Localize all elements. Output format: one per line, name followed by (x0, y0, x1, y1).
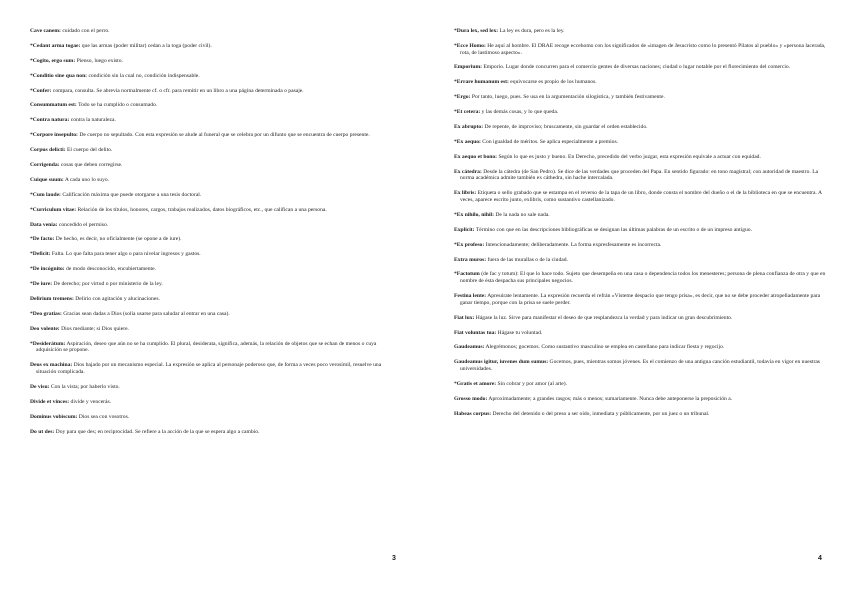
entry-definition: Alegrémonos; gocemos. Como sustantivo masculino se emplea en castellano para indicar fiesta y regocijo. (484, 344, 725, 351)
glossary-entry (454, 359, 830, 372)
entry-term: Ex libris: (454, 190, 477, 197)
right-page (424, 0, 848, 599)
glossary-entry (30, 341, 398, 354)
entry-definition: Emporio. Lugar donde concurren para el comercio gentes de diversas naciones; ciudad o lugar notable por el florecimiento del comercio. (481, 64, 791, 71)
entry-term: *De facto: (30, 236, 55, 243)
glossary-entry (30, 384, 398, 391)
glossary-entry (454, 124, 830, 131)
glossary-entry (30, 326, 398, 333)
left-page-entries (30, 28, 398, 443)
right-page-entries (454, 28, 830, 426)
entry-definition: De repente, de improviso; bruscamente, sin guardar el orden establecido. (483, 124, 648, 131)
glossary-entry (454, 109, 830, 116)
entry-term: *Curriculum vitae: (30, 206, 77, 213)
entry-definition: Aproximadamente; a grandes rasgos; más o menos; sumariamente. Nunca debe anteponerse la preposición a. (487, 395, 733, 402)
entry-term: Deo volente: (30, 325, 60, 332)
entry-definition: Delirio con agitación y alucinaciones. (73, 296, 160, 303)
entry-definition: A cada uno lo suyo. (63, 176, 110, 183)
entry-term: Ex abrupto: (454, 124, 484, 131)
entry-term: Gaudeamus: (454, 344, 485, 351)
glossary-entry (30, 102, 398, 109)
entry-definition: Con igualdad de méritos. Se aplica especialmente a premios. (480, 138, 619, 145)
entry-term: *Ex profeso: (454, 241, 485, 248)
entry-term: Data venia: (30, 221, 58, 228)
entry-term: *Conditio sine qua non: (30, 72, 88, 79)
entry-definition: (de fac y totum): El que lo hace todo. Sujeto que desempeña en una casa o dependencia todos los menesteres; persona de plena confianza de otra y que en nombre de ésta despacha sus principales negocios. (460, 271, 826, 285)
glossary-entry (454, 169, 830, 182)
entry-term: Emporium: (454, 64, 482, 71)
entry-term: Cuique suum: (30, 176, 64, 183)
glossary-entry (30, 429, 398, 436)
glossary-entry (30, 414, 398, 421)
entry-definition: Término con que en las descripciones bibliográficas se designan las últimas palabras de un escrito o de un impreso antiguo. (474, 226, 753, 233)
glossary-entry (454, 94, 830, 101)
entry-term: Festina lente: (454, 293, 487, 300)
entry-term: *Cedant arma togae: (30, 42, 81, 49)
glossary-entry (454, 315, 830, 322)
entry-definition: condición sin la cual no, condición indispensable. (87, 72, 200, 79)
glossary-entry (30, 236, 398, 243)
entry-term: Grosso modo: (454, 395, 488, 402)
glossary-entry (454, 28, 830, 35)
glossary-entry (454, 381, 830, 388)
entry-definition: que las armas (poder militar) cedan a la toga (poder civil). (80, 42, 212, 49)
glossary-entry (30, 362, 398, 375)
entry-term: Dominus vobiscum: (30, 413, 78, 420)
entry-term: Consummatum est: (30, 102, 77, 109)
glossary-entry (30, 132, 398, 139)
entry-definition: Relación de los títulos, honores, cargos, trabajos realizados, datos biográficos, etc., que califican a una persona. (76, 206, 327, 213)
entry-term: Delirium tremens: (30, 296, 74, 303)
glossary-entry (454, 64, 830, 71)
entry-definition: Desde la cátedra (de San Pedro). Se dice de las verdades que proceden del Papa. En sentido figurado: en tono magistral; con autoridad de maestro. La norma académica admite también ex cáthedra, sin hache intercalada. (460, 168, 819, 182)
entry-term: Deus ex machina: (30, 362, 73, 369)
entry-definition: Doy para que des; en reciprocidad. Se refiere a la acción de la que se espera algo a cambio. (54, 428, 260, 435)
entry-term: *Et cetera: (454, 109, 481, 116)
glossary-entry (30, 117, 398, 124)
glossary-entry (30, 58, 398, 65)
entry-term: Gaudeamus igitur, iuvenes dum sumus: (454, 359, 549, 366)
entry-definition: Según lo que es justo y bueno. En Derecho, precedido del verbo juzgar, esta expresión equivale a actuar con equidad. (497, 153, 761, 160)
glossary-entry (30, 73, 398, 80)
entry-definition: He aquí al hombre. El DRAE recoge eccehomo con los significados de «imagen de Jesucristo como lo presentó Pilatos al pueblo» y «persona lacerada, rota, de lastimoso aspecto». (460, 42, 826, 56)
entry-definition: equivocarse es propio de los humanos. (508, 79, 597, 86)
glossary-entry (30, 192, 398, 199)
entry-term: Cave canem: (30, 28, 61, 34)
entry-definition: De cuerpo no sepultado. Con esta expresión se alude al funeral que se celebra por un difunto que se encuentra de cuerpo presente. (77, 132, 370, 139)
entry-definition: De hecho, es decir, no oficialmente (se opone a de iure). (54, 236, 182, 243)
glossary-entry (454, 271, 830, 284)
entry-definition: La ley es dura, pero es la ley. (498, 28, 565, 34)
entry-definition: Hágase la luz. Sirve para manifestar el deseo de que resplandezca la verdad y para indicar un gran descubrimiento. (474, 314, 733, 321)
entry-term: *Cogito, ergo sum: (30, 57, 76, 64)
entry-definition: Aspiración, deseo que aún no se ha cumplido. El plural, desiderata, significa, además, la relación de objetos que se echan de menos o cuya adquisición se propone. (36, 340, 377, 354)
entry-definition: Gocemos, pues, mientras somos jóvenes. Es el comienzo de una antigua canción estudiantil, todavía en vigor en nuestras universidades. (460, 359, 820, 373)
glossary-entry (454, 139, 830, 146)
glossary-entry (454, 227, 830, 234)
entry-term: Fiat voluntas tua: (454, 329, 497, 336)
entry-definition: Intencionadamente; deliberadamente. La forma expresfesamente es incorrecta. (484, 241, 662, 248)
entry-term: *Dura lex, sed lex: (454, 28, 499, 34)
glossary-entry (30, 177, 398, 184)
left-page-number: 3 (392, 555, 396, 562)
glossary-entry (454, 411, 830, 418)
entry-term: *Ergo: (454, 94, 471, 101)
entry-term: Explicit: (454, 226, 475, 233)
entry-definition: Hágase tu voluntad. (496, 329, 543, 336)
glossary-entry (454, 257, 830, 264)
entry-term: Do ut des: (30, 428, 55, 435)
entry-definition: y las demás cosas, y lo que queda. (480, 109, 559, 116)
entry-term: Divide et vinces: (30, 398, 70, 405)
glossary-entry (454, 79, 830, 86)
glossary-entry (30, 147, 398, 154)
entry-definition: Etiqueta o sello grabado que se estampa en el reverso de la tapa de un libro, donde consta el nombre del dueño o el de la biblioteca en que se encuentra. A veces, aparece escrito junto, exlibris, como sustantivo castellanizado. (460, 190, 822, 204)
entry-definition: Derecho del detenido o del preso a ser oído, inmediata y públicamente, por un juez o un tribunal. (491, 410, 710, 417)
entry-definition: Dios bajado por un mecanismo especial. La expresión se aplica al personaje poderoso que, de forma a veces poco verosímil, resuelve una situación complicada. (36, 362, 382, 375)
entry-definition: compara, consulta. Se abrevia normalmente cf. o cfr. para remitir en un libro a una página determinada o pasaje. (51, 87, 304, 94)
entry-term: *Ecce Homo: (454, 42, 486, 49)
glossary-entry (30, 281, 398, 288)
glossary-entry (30, 162, 398, 169)
entry-term: *Ex aequo: (454, 138, 481, 145)
glossary-entry (454, 212, 830, 219)
entry-term: Ex aequo et bono: (454, 153, 498, 160)
entry-term: De visu: (30, 383, 50, 390)
entry-definition: El cuerpo del delito. (65, 147, 113, 154)
glossary-entry (30, 296, 398, 303)
entry-definition: Dios sea con vosotros. (77, 413, 130, 420)
entry-definition: Falta. Lo que falta para tener algo o para nivelar ingresos y gastos. (50, 251, 201, 258)
glossary-entry (30, 222, 398, 229)
glossary-entry (30, 311, 398, 318)
entry-definition: contra la naturaleza. (69, 117, 116, 124)
entry-term: *Corpore insepulto: (30, 132, 78, 139)
glossary-entry (30, 88, 398, 95)
entry-definition: divide y vencerás. (69, 398, 112, 405)
entry-term: *De iure: (30, 281, 53, 288)
glossary-entry (454, 190, 830, 203)
entry-term: *Factotum (454, 271, 480, 278)
entry-definition: de modo desconocido, encubiertamente. (64, 266, 156, 273)
glossary-entry (454, 242, 830, 249)
entry-definition: Calificación máxima que puede otorgarse a una tesis doctoral. (60, 191, 202, 198)
glossary-entry (30, 43, 398, 50)
entry-term: *Desiderátum: (30, 340, 66, 347)
entry-definition: Dios mediante; si Dios quiere. (59, 325, 129, 332)
entry-definition: Por tanto, luego, pues. Se usa en la argumentación silogística, y también festivamente. (470, 94, 665, 101)
entry-term: *Confer: (30, 87, 52, 94)
entry-term: *Cum laude: (30, 191, 61, 198)
entry-definition: concedido el permiso. (57, 221, 109, 228)
entry-term: *Errare humanum est: (454, 79, 509, 86)
entry-definition: Todo se ha cumplido o consumado. (76, 102, 158, 109)
glossary-entry (454, 330, 830, 337)
entry-term: Ex cátedra: (454, 168, 482, 175)
entry-term: Habeas corpus: (454, 410, 492, 417)
glossary-entry (454, 154, 830, 161)
entry-definition: Sin cobrar y por amor (al arte). (496, 380, 567, 387)
glossary-entry (454, 43, 830, 56)
entry-term: Corpus delicti: (30, 147, 66, 154)
entry-definition: Con la vista; por haberlo visto. (49, 383, 120, 390)
entry-term: *Ex nihilo, nihil: (454, 211, 494, 218)
entry-definition: cuidado con el perro. (60, 28, 110, 34)
entry-term: *Deo gratias: (30, 310, 62, 317)
entry-definition: fuera de las murallas o de la ciudad. (486, 256, 568, 263)
glossary-entry (30, 266, 398, 273)
entry-term: *Contra natura: (30, 117, 70, 124)
glossary-entry (30, 251, 398, 258)
entry-definition: cosas que deben corregirse. (59, 162, 123, 169)
glossary-entry (30, 399, 398, 406)
entry-term: Corrigenda: (30, 162, 60, 169)
entry-definition: De derecho; por virtud o por ministerio de la ley. (52, 281, 163, 288)
entry-definition: De la nada no sale nada. (493, 211, 550, 218)
glossary-entry (30, 28, 398, 35)
right-page-number: 4 (818, 555, 822, 562)
glossary-entry (454, 344, 830, 351)
glossary-entry (30, 207, 398, 214)
entry-term: *Gratis et amore: (454, 380, 497, 387)
entry-definition: Apresúrate lentamente. La expresión recuerda el refrán «Vísteme despacio que tengo prisa», es decir, que no se debe proceder atropelladamente para ganar tiempo, porque con la prisa se suele perder. (460, 293, 821, 306)
entry-definition: Gracias sean dadas a Dios (solía usarse para saludar al entrar en una casa). (61, 310, 230, 317)
entry-term: Fiat lux: (454, 314, 475, 321)
entry-term: *Deficit: (30, 251, 51, 258)
entry-term: Extra muros: (454, 256, 487, 263)
glossary-entry (454, 396, 830, 403)
entry-term: *De incógnito: (30, 266, 65, 273)
glossary-entry (454, 293, 830, 306)
entry-definition: Pienso, luego existo. (75, 57, 123, 64)
